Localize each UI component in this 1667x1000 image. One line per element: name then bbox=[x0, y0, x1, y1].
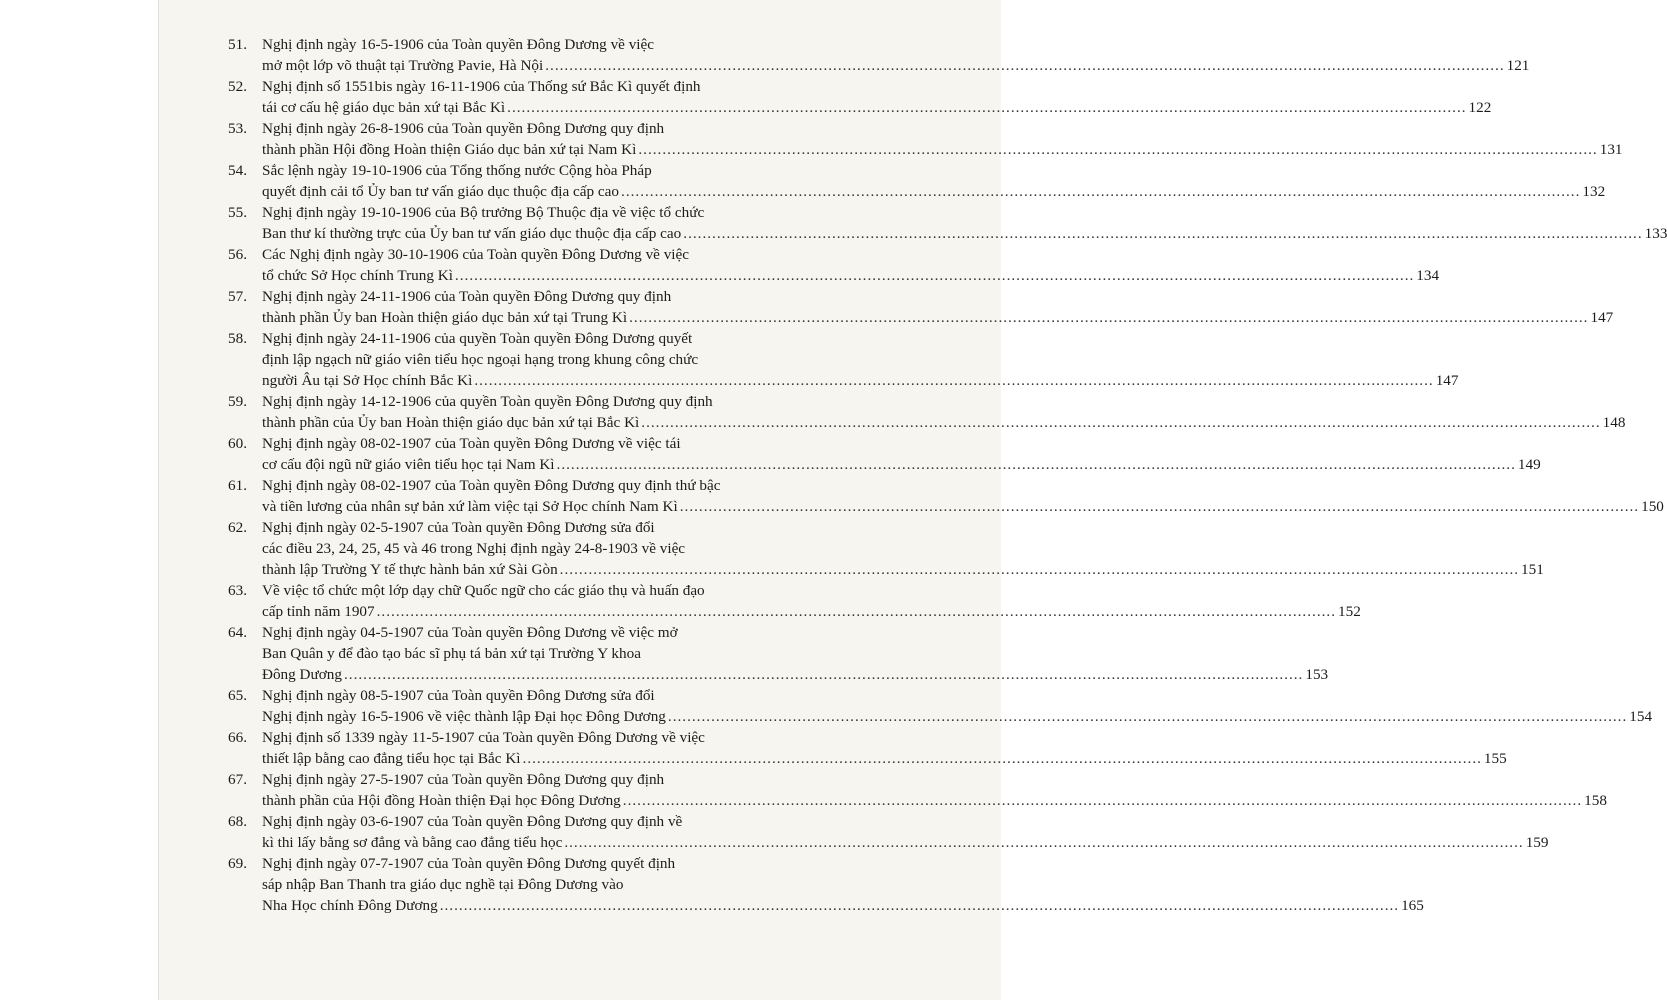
entry-line bbox=[262, 370, 1459, 391]
page-number: 152 bbox=[1338, 603, 1361, 620]
entry-number: 67. bbox=[228, 771, 247, 788]
page-number: 134 bbox=[1416, 267, 1440, 284]
toc-entry bbox=[228, 580, 1361, 622]
page-number: 147 bbox=[1590, 309, 1614, 326]
entry-body bbox=[262, 391, 1626, 433]
entry-body bbox=[262, 118, 1623, 160]
entry-line: Nghị định số 1339 ngày 11-5-1907 của Toàn quyền Đông Dương về việc bbox=[262, 729, 705, 746]
entry-line-text: thành phần Ủy ban Hoàn thiện giáo dục bản xứ tại Trung Kì bbox=[262, 309, 628, 326]
entry-line: Nghị định ngày 27-5-1907 của Toàn quyền Đông Dương quy định bbox=[262, 771, 665, 788]
entry-number: 63. bbox=[228, 582, 247, 599]
entry-line: Ban Quân y để đào tạo bác sĩ phụ tá bản xứ tại Trường Y khoa bbox=[262, 645, 641, 662]
entry-line: Về việc tổ chức một lớp dạy chữ Quốc ngữ cho các giáo thụ và huấn đạo bbox=[262, 582, 705, 599]
entry-number: 69. bbox=[228, 855, 247, 872]
entry-line bbox=[262, 496, 1664, 517]
toc-entry bbox=[228, 433, 1541, 475]
page-number: 133 bbox=[1644, 225, 1667, 242]
entry-line bbox=[262, 832, 1549, 853]
entry-line: Nghị định ngày 24-11-1906 của quyền Toàn quyền Đông Dương quyết bbox=[262, 330, 693, 347]
entry-body bbox=[262, 286, 1614, 328]
entry-line bbox=[262, 55, 1530, 76]
entry-body bbox=[262, 475, 1664, 517]
page-number: 150 bbox=[1641, 498, 1664, 515]
entry-body bbox=[262, 160, 1606, 202]
entry-line bbox=[262, 790, 1607, 811]
entry-number: 61. bbox=[228, 477, 247, 494]
entry-line: Nghị định ngày 08-5-1907 của Toàn quyền Đông Dương sửa đổi bbox=[262, 687, 655, 704]
page-number: 132 bbox=[1582, 183, 1606, 200]
entry-line-text: Đông Dương bbox=[262, 666, 342, 683]
toc-entry bbox=[228, 769, 1607, 811]
entry-number: 53. bbox=[228, 120, 247, 137]
dot-leader: ........................................................................................................................................................................................................ bbox=[454, 267, 1415, 284]
page-number: 121 bbox=[1506, 57, 1530, 74]
toc-entry bbox=[228, 202, 1667, 244]
entry-line bbox=[262, 307, 1614, 328]
entry-number: 51. bbox=[228, 36, 247, 53]
entry-number: 52. bbox=[228, 78, 247, 95]
entry-number: 57. bbox=[228, 288, 247, 305]
entry-line: Các Nghị định ngày 30-10-1906 của Toàn quyền Đông Dương về việc bbox=[262, 246, 689, 263]
entry-number: 58. bbox=[228, 330, 247, 347]
dot-leader: ........................................................................................................................................................................................................ bbox=[621, 183, 1581, 200]
toc-entry bbox=[228, 34, 1530, 76]
toc-entry bbox=[228, 727, 1507, 769]
dot-leader: ........................................................................................................................................................................................................ bbox=[439, 897, 1400, 914]
entry-line: Nghị định ngày 24-11-1906 của Toàn quyền Đông Dương quy định bbox=[262, 288, 672, 305]
page-number: 154 bbox=[1629, 708, 1653, 725]
entry-line: sáp nhập Ban Thanh tra giáo dục nghề tại Đông Dương vào bbox=[262, 876, 624, 893]
entry-line-text: thành lập Trường Y tế thực hành bản xứ Sài Gòn bbox=[262, 561, 558, 578]
page-number: 153 bbox=[1305, 666, 1329, 683]
page-number: 147 bbox=[1435, 372, 1459, 389]
toc-entry bbox=[228, 160, 1606, 202]
toc-entry bbox=[228, 475, 1664, 517]
entry-line: Nghị định ngày 07-7-1907 của Toàn quyền Đông Dương quyết định bbox=[262, 855, 676, 872]
entry-body bbox=[262, 517, 1544, 580]
toc-entry bbox=[228, 517, 1544, 580]
dot-leader: ........................................................................................................................................................................................................ bbox=[679, 498, 1640, 515]
dot-leader: ........................................................................................................................................................................................................ bbox=[667, 708, 1628, 725]
entry-body bbox=[262, 433, 1541, 475]
toc-entry bbox=[228, 853, 1424, 916]
entry-line-text: tái cơ cấu hệ giáo dục bản xứ tại Bắc Kì bbox=[262, 99, 506, 116]
entry-number: 65. bbox=[228, 687, 247, 704]
entry-number: 55. bbox=[228, 204, 247, 221]
entry-line bbox=[262, 181, 1606, 202]
dot-leader: ........................................................................................................................................................................................................ bbox=[559, 561, 1520, 578]
page-number: 155 bbox=[1483, 750, 1507, 767]
dot-leader: ........................................................................................................................................................................................................ bbox=[683, 225, 1643, 242]
entry-body bbox=[262, 853, 1424, 916]
entry-line bbox=[262, 706, 1653, 727]
table-of-contents bbox=[228, 34, 1667, 916]
toc-entry bbox=[228, 685, 1653, 727]
entry-line: Nghị định ngày 03-6-1907 của Toàn quyền Đông Dương quy định về bbox=[262, 813, 683, 830]
entry-line-text: cơ cấu đội ngũ nữ giáo viên tiểu học tại Nam Kì bbox=[262, 456, 555, 473]
entry-line: Nghị định ngày 16-5-1906 của Toàn quyền Đông Dương về việc bbox=[262, 36, 654, 53]
entry-body bbox=[262, 76, 1492, 118]
entry-line bbox=[262, 97, 1492, 118]
entry-body bbox=[262, 685, 1653, 727]
entry-line: Sắc lệnh ngày 19-10-1906 của Tổng thống nước Cộng hòa Pháp bbox=[262, 162, 652, 179]
entry-number: 56. bbox=[228, 246, 247, 263]
entry-line bbox=[262, 895, 1424, 916]
entry-line: Nghị định số 1551bis ngày 16-11-1906 của Thống sứ Bắc Kì quyết định bbox=[262, 78, 701, 95]
entry-body bbox=[262, 580, 1361, 622]
entry-line-text: cấp tỉnh năm 1907 bbox=[262, 603, 375, 620]
entry-line: Nghị định ngày 26-8-1906 của Toàn quyền Đông Dương quy định bbox=[262, 120, 665, 137]
entry-line-text: người Âu tại Sở Học chính Bắc Kì bbox=[262, 372, 473, 389]
entry-line-text: tổ chức Sở Học chính Trung Kì bbox=[262, 267, 453, 284]
entry-line: Nghị định ngày 19-10-1906 của Bộ trưởng Bộ Thuộc địa về việc tổ chức bbox=[262, 204, 705, 221]
entry-line: định lập ngạch nữ giáo viên tiểu học ngoại hạng trong khung công chức bbox=[262, 351, 699, 368]
entry-line: Nghị định ngày 02-5-1907 của Toàn quyền Đông Dương sửa đổi bbox=[262, 519, 655, 536]
entry-line-text: thành phần của Ủy ban Hoàn thiện giáo dục bản xứ tại Bắc Kì bbox=[262, 414, 640, 431]
page-number: 131 bbox=[1599, 141, 1623, 158]
toc-entry bbox=[228, 328, 1459, 391]
toc-entry bbox=[228, 391, 1626, 433]
entry-body bbox=[262, 328, 1459, 391]
dot-leader: ........................................................................................................................................................................................................ bbox=[474, 372, 1434, 389]
entry-line bbox=[262, 223, 1667, 244]
entry-body bbox=[262, 769, 1607, 811]
page-number: 159 bbox=[1525, 834, 1549, 851]
toc-entry bbox=[228, 811, 1549, 853]
entry-line: Nghị định ngày 08-02-1907 của Toàn quyền Đông Dương quy định thứ bậc bbox=[262, 477, 721, 494]
entry-line bbox=[262, 139, 1623, 160]
dot-leader: ........................................................................................................................................................................................................ bbox=[638, 141, 1598, 158]
dot-leader: ........................................................................................................................................................................................................ bbox=[376, 603, 1336, 620]
entry-line-text: thiết lập bằng cao đẳng tiểu học tại Bắc Kì bbox=[262, 750, 521, 767]
dot-leader: ........................................................................................................................................................................................................ bbox=[564, 834, 1524, 851]
entry-line-text: Nha Học chính Đông Dương bbox=[262, 897, 438, 914]
entry-line bbox=[262, 748, 1507, 769]
entry-body bbox=[262, 811, 1549, 853]
entry-line-text: quyết định cải tổ Ủy ban tư vấn giáo dục thuộc địa cấp cao bbox=[262, 183, 620, 200]
entry-line: Nghị định ngày 08-02-1907 của Toàn quyền Đông Dương về việc tái bbox=[262, 435, 681, 452]
dot-leader: ........................................................................................................................................................................................................ bbox=[622, 792, 1583, 809]
entry-number: 64. bbox=[228, 624, 247, 641]
dot-leader: ........................................................................................................................................................................................................ bbox=[522, 750, 1482, 767]
page-number: 151 bbox=[1521, 561, 1544, 578]
toc-entry bbox=[228, 286, 1614, 328]
entry-number: 60. bbox=[228, 435, 247, 452]
entry-number: 62. bbox=[228, 519, 247, 536]
page-number: 158 bbox=[1584, 792, 1607, 809]
toc-entry bbox=[228, 118, 1623, 160]
dot-leader: ........................................................................................................................................................................................................ bbox=[556, 456, 1516, 473]
dot-leader: ........................................................................................................................................................................................................ bbox=[545, 57, 1505, 74]
entry-line-text: kì thi lấy bằng sơ đẳng và bằng cao đẳng tiểu học bbox=[262, 834, 563, 851]
dot-leader: ........................................................................................................................................................................................................ bbox=[629, 309, 1589, 326]
entry-body bbox=[262, 202, 1667, 244]
entry-body bbox=[262, 622, 1329, 685]
entry-number: 68. bbox=[228, 813, 247, 830]
page-number: 165 bbox=[1401, 897, 1424, 914]
dot-leader: ........................................................................................................................................................................................................ bbox=[641, 414, 1601, 431]
entry-body bbox=[262, 727, 1507, 769]
entry-line: các điều 23, 24, 25, 45 và 46 trong Nghị định ngày 24-8-1903 về việc bbox=[262, 540, 686, 557]
page-number: 149 bbox=[1517, 456, 1541, 473]
entry-line-text: và tiền lương của nhân sự bản xứ làm việc tại Sở Học chính Nam Kì bbox=[262, 498, 678, 515]
entry-number: 54. bbox=[228, 162, 247, 179]
page-number: 148 bbox=[1602, 414, 1626, 431]
entry-line bbox=[262, 601, 1361, 622]
entry-body bbox=[262, 34, 1530, 76]
entry-line: Nghị định ngày 04-5-1907 của Toàn quyền Đông Dương về việc mở bbox=[262, 624, 678, 641]
toc-entry bbox=[228, 622, 1329, 685]
entry-line-text: thành phần Hội đồng Hoàn thiện Giáo dục bản xứ tại Nam Kì bbox=[262, 141, 637, 158]
toc-entry bbox=[228, 244, 1440, 286]
entry-line-text: Ban thư kí thường trực của Ủy ban tư vấn giáo dục thuộc địa cấp cao bbox=[262, 225, 682, 242]
page-number: 122 bbox=[1468, 99, 1492, 116]
toc-entry bbox=[228, 76, 1492, 118]
entry-line bbox=[262, 412, 1626, 433]
entry-line bbox=[262, 454, 1541, 475]
entry-line bbox=[262, 559, 1544, 580]
entry-line: Nghị định ngày 14-12-1906 của quyền Toàn quyền Đông Dương quy định bbox=[262, 393, 713, 410]
entry-line bbox=[262, 664, 1329, 685]
entry-number: 66. bbox=[228, 729, 247, 746]
entry-line bbox=[262, 265, 1440, 286]
dot-leader: ........................................................................................................................................................................................................ bbox=[343, 666, 1304, 683]
entry-line-text: mở một lớp võ thuật tại Trường Pavie, Hà Nội bbox=[262, 57, 544, 74]
dot-leader: ........................................................................................................................................................................................................ bbox=[507, 99, 1467, 116]
entry-number: 59. bbox=[228, 393, 247, 410]
entry-line-text: thành phần của Hội đồng Hoàn thiện Đại học Đông Dương bbox=[262, 792, 621, 809]
entry-body bbox=[262, 244, 1440, 286]
entry-line-text: Nghị định ngày 16-5-1906 về việc thành lập Đại học Đông Dương bbox=[262, 708, 666, 725]
